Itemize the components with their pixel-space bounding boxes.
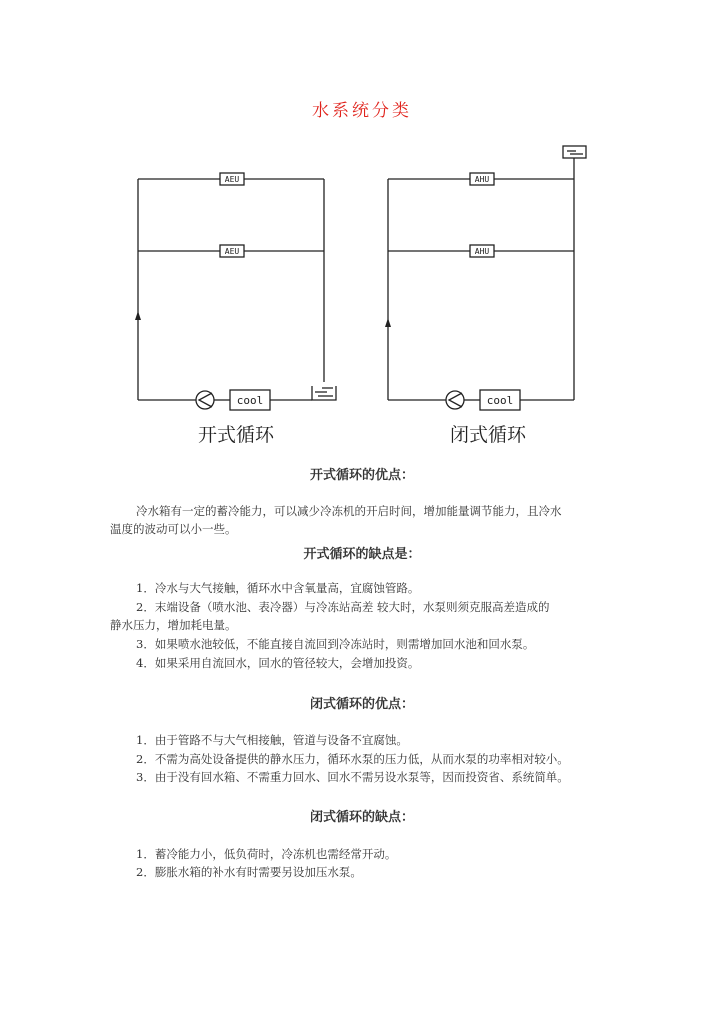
water-system-diagram	[0, 130, 724, 450]
open-water-tank-icon	[312, 386, 336, 400]
open-disadvantages-heading: 开式循环的缺点是：	[303, 547, 421, 562]
open-pump-icon	[196, 391, 214, 409]
closed-adv-item-2: 2．不需为高处设备提供的静水压力，循环水泵的压力低，从而水泵的功率相对较小。	[136, 752, 569, 766]
open-dis-item-1: 1．冷水与大气接触，循环水中含氧量高，宜腐蚀管路。	[136, 581, 420, 595]
closed-dis-item-1: 1．蓄冷能力小，低负荷时，冷冻机也需经常开动。	[136, 847, 397, 861]
closed-circuit-caption: 闭式循环	[449, 424, 527, 446]
open-dis-item-4: 4．如果采用自流回水，回水的管径较大，会增加投资。	[136, 656, 420, 670]
page-title: 水系统分类	[312, 101, 412, 121]
closed-flow-arrow-icon	[385, 318, 391, 327]
open-cooler-label: cool	[236, 394, 264, 407]
closed-unit-mid-label: AHU	[474, 247, 490, 256]
open-circuit-piping	[138, 179, 324, 400]
open-unit-mid-label: AEU	[224, 247, 240, 256]
open-dis-item-3: 3．如果喷水池较低，不能直接自流回到冷冻站时，则需增加回水池和回水泵。	[136, 637, 535, 651]
open-advantages-line2: 温度的波动可以小一些。	[110, 522, 237, 536]
closed-advantages-heading: 闭式循环的优点：	[309, 697, 414, 712]
open-circuit-caption: 开式循环	[197, 424, 275, 446]
open-advantages-heading: 开式循环的优点：	[309, 468, 414, 483]
open-dis-item-2: 2．末端设备（喷水池、表冷器）与冷冻站高差 较大时，水泵则须克服高差造成的	[136, 600, 550, 614]
open-unit-top-label: AEU	[224, 175, 240, 184]
closed-adv-item-3: 3．由于没有回水箱、不需重力回水、回水不需另设水泵等，因而投资省、系统简单。	[136, 770, 569, 784]
closed-disadvantages-heading: 闭式循环的缺点：	[309, 810, 414, 825]
closed-circuit-piping	[388, 156, 574, 400]
open-advantages-line1: 冷水箱有一定的蓄冷能力，可以减少冷冻机的开启时间，增加能量调节能力，且冷水	[136, 504, 562, 518]
closed-adv-item-1: 1．由于管路不与大气相接触，管道与设备不宜腐蚀。	[136, 733, 408, 747]
closed-cooler-label: cool	[486, 394, 514, 407]
open-dis-item-2-cont: 静水压力，增加耗电量。	[110, 618, 237, 632]
closed-pump-icon	[446, 391, 464, 409]
closed-unit-top-label: AHU	[474, 175, 490, 184]
open-flow-arrow-icon	[135, 311, 141, 320]
closed-dis-item-2: 2．膨胀水箱的补水有时需要另设加压水泵。	[136, 865, 362, 879]
expansion-tank-icon	[563, 146, 586, 158]
open-advantages-text	[110, 502, 610, 538]
